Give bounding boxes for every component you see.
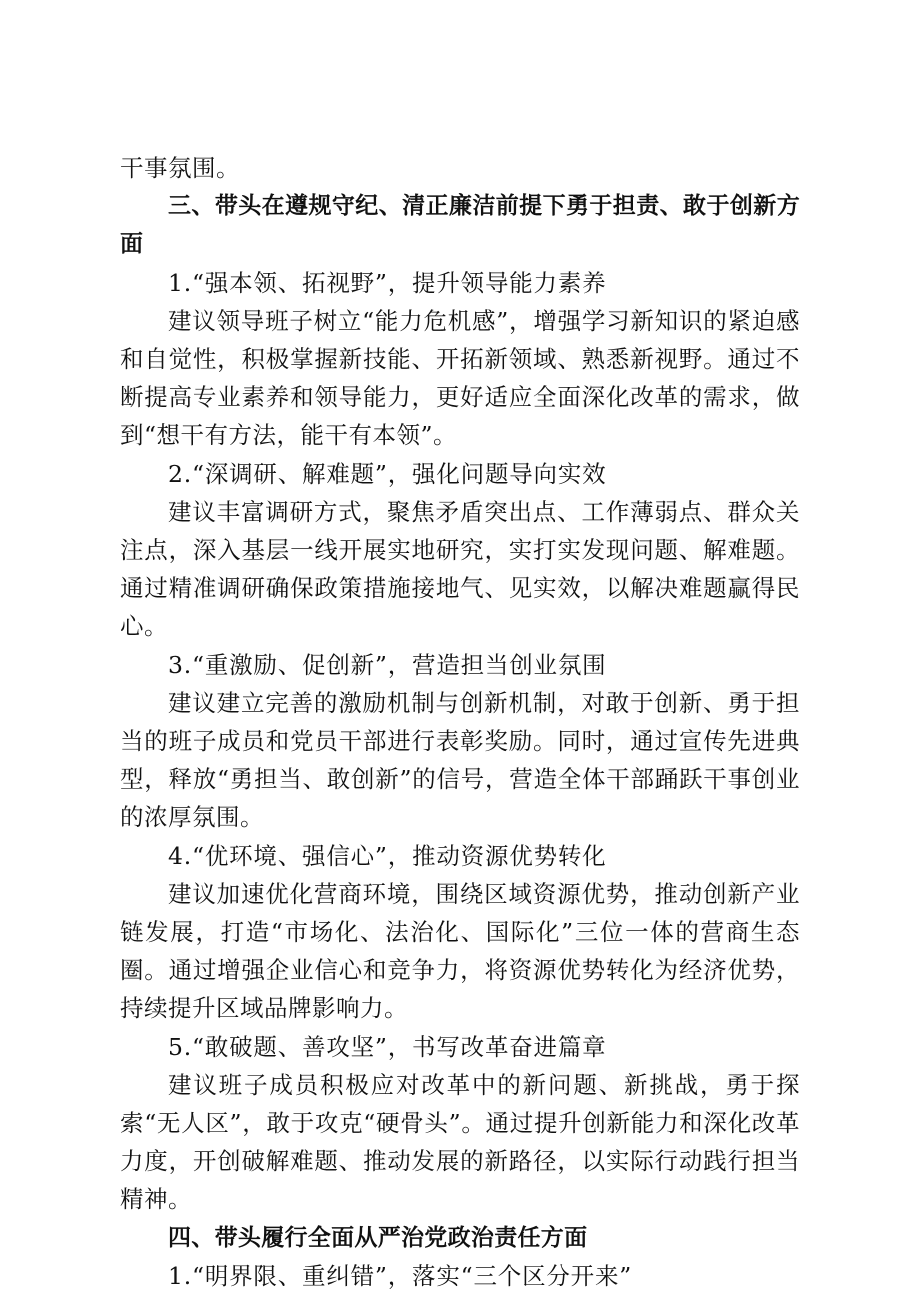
item-subheading: 1.“明界限、重纠错”，落实“三个区分开来” [168,1261,633,1290]
body-paragraph: 建议班子成员积极应对改革中的新问题、新挑战，勇于探索“无人区”，敢于攻克“硬骨头”。通过提升创新能力和深化改革力度，开创破解难题、推动发展的新路径，以实际行动践行担当精神。 [120,1070,800,1214]
item-subheading: 4.“优环境、强信心”，推动资源优势转化 [168,841,607,870]
item-subheading: 3.“重激励、促创新”，营造担当创业氛围 [168,650,607,679]
body-paragraph: 建议领导班子树立“能力危机感”，增强学习新知识的紧迫感和自觉性，积极掌握新技能、开拓新领域、熟悉新视野。通过不断提高专业素养和领导能力，更好适应全面深化改革的需求，做到“想干有方法，能干有本领”。 [120,306,800,450]
body-paragraph: 建议加速优化营商环境，围绕区域资源优势，推动创新产业链发展，打造“市场化、法治化、国际化”三位一体的营商生态圈。通过增强企业信心和竞争力，将资源优势转化为经济优势，持续提升区域品牌影响力。 [120,879,800,1023]
section-heading: 四、带头履行全面从严治党政治责任方面 [168,1224,588,1251]
body-paragraph: 建议丰富调研方式，聚焦矛盾突出点、工作薄弱点、群众关注点，深入基层一线开展实地研究，实打实发现问题、解难题。通过精准调研确保政策措施接地气、见实效，以解决难题赢得民心。 [120,497,800,641]
item-subheading: 1.“强本领、拓视野”，提升领导能力素养 [168,268,607,297]
section-heading: 三、带头在遵规守纪、清正廉洁前提下勇于担责、敢于创新方面 [120,193,800,258]
document-body [120,149,800,1295]
body-paragraph: 建议建立完善的激励机制与创新机制，对敢于创新、勇于担当的班子成员和党员干部进行表彰奖励。同时，通过宣传先进典型，释放“勇担当、敢创新”的信号，营造全体干部踊跃干事创业的浓厚氛围。 [120,688,800,832]
item-subheading: 5.“敢破题、善攻坚”，书写改革奋进篇章 [168,1032,607,1061]
item-subheading: 2.“深调研、解难题”，强化问题导向实效 [168,459,607,488]
body-paragraph: 干事氛围。 [120,154,240,182]
